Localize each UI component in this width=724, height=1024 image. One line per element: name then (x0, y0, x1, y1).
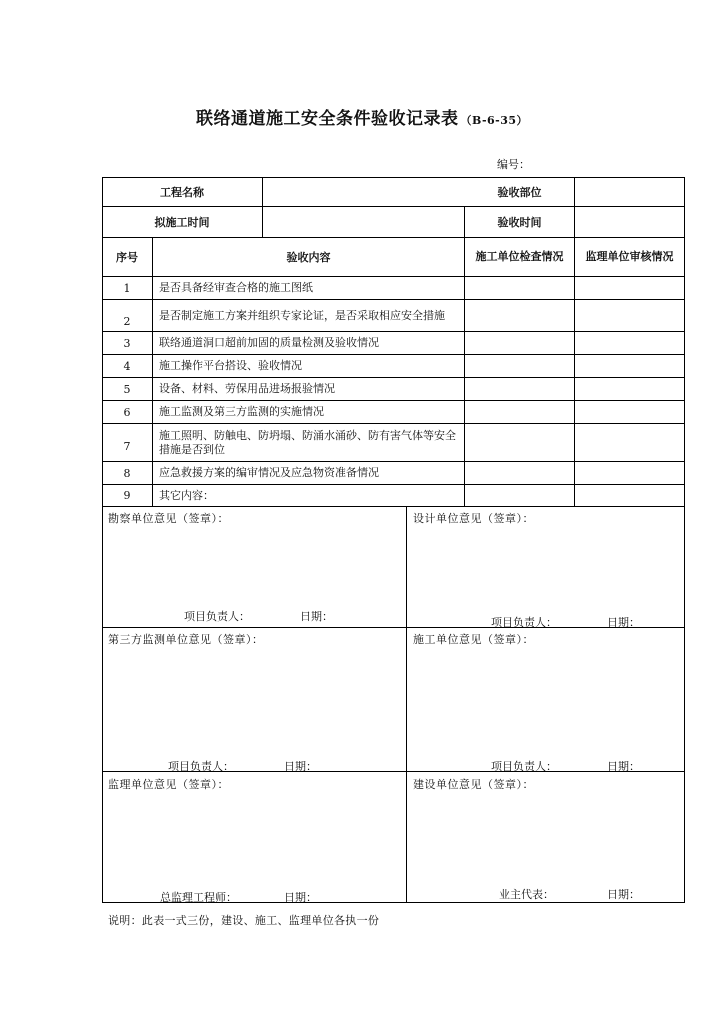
planned-time-value[interactable] (263, 207, 464, 237)
rule (406, 506, 407, 903)
footnote: 说明：此表一式三份，建设、施工、监理单位各执一份 (108, 914, 380, 927)
form-title-text: 联络通道施工安全条件验收记录表 (195, 109, 459, 129)
acceptance-part-value[interactable] (575, 177, 684, 207)
row-number: 3 (123, 336, 131, 350)
owner-person-label: 业主代表： (499, 888, 554, 901)
monitor-date-label: 日期： (284, 760, 317, 773)
supervision-opinion-title: 监理单位意见（签章）： (108, 778, 229, 791)
project-name-value[interactable] (263, 177, 464, 207)
supervision-date-label: 日期： (284, 891, 317, 904)
row-content: 联络通道洞口超前加固的质量检测及验收情况 (159, 336, 379, 349)
column-header-supervisor-review: 监理单位审核情况 (585, 250, 674, 263)
monitor-opinion-title: 第三方监测单位意见（签章）： (108, 633, 264, 646)
form-code: （B-6-35） (460, 114, 529, 127)
design-person-label: 项目负责人： (491, 616, 557, 629)
row-content: 设备、材料、劳保用品进场报验情况 (159, 382, 335, 395)
construction-opinion-title: 施工单位意见（签章）： (413, 633, 534, 646)
row-content: 是否制定施工方案并组织专家论证，是否采取相应安全措施 (159, 308, 445, 322)
survey-date-label: 日期： (300, 610, 333, 623)
row-content: 应急救援方案的编审情况及应急物资准备情况 (159, 466, 379, 479)
construction-date-label: 日期： (607, 760, 640, 773)
acceptance-time-label: 验收时间 (497, 216, 542, 229)
survey-person-label: 项目负责人： (184, 610, 250, 623)
row-content: 是否具备经审查合格的施工图纸 (159, 281, 313, 294)
acceptance-time-value[interactable] (575, 207, 684, 237)
row-number: 2 (123, 315, 131, 328)
row-number: 5 (123, 382, 131, 396)
planned-time-label: 拟施工时间 (154, 216, 210, 229)
project-name-label: 工程名称 (160, 186, 204, 199)
row-number: 4 (123, 359, 131, 373)
design-opinion-title: 设计单位意见（签章）： (413, 512, 534, 525)
owner-date-label: 日期： (607, 888, 640, 901)
column-header-no: 序号 (116, 251, 138, 264)
survey-opinion-title: 勘察单位意见（签章）： (108, 512, 229, 525)
acceptance-table (102, 177, 685, 903)
form-title (0, 104, 724, 129)
monitor-person-label: 项目负责人： (168, 760, 234, 773)
rule (102, 627, 685, 628)
rule (574, 237, 575, 506)
row-content: 施工监测及第三方监测的实施情况 (159, 405, 324, 418)
row-content: 施工操作平台搭设、验收情况 (159, 359, 302, 372)
row-number: 9 (123, 489, 131, 502)
row-number: 6 (123, 405, 131, 419)
construction-person-label: 项目负责人： (491, 760, 557, 773)
rule (102, 506, 685, 507)
row-content: 施工照明、防触电、防坍塌、防涌水涌砂、防有害气体等安全措施是否到位 (159, 428, 456, 456)
supervision-person-label: 总监理工程师： (160, 891, 237, 904)
row-content: 其它内容： (159, 488, 214, 502)
row-number: 1 (123, 281, 131, 295)
column-header-contractor-check: 施工单位检查情况 (475, 250, 564, 263)
column-header-content: 验收内容 (286, 251, 331, 264)
acceptance-part-label: 验收部位 (497, 186, 542, 199)
row-number: 7 (123, 440, 131, 453)
design-date-label: 日期： (607, 616, 640, 629)
serial-number-label: 编号： (497, 158, 530, 171)
row-number: 8 (123, 466, 131, 480)
owner-opinion-title: 建设单位意见（签章）： (413, 778, 534, 791)
border-right (684, 177, 685, 903)
